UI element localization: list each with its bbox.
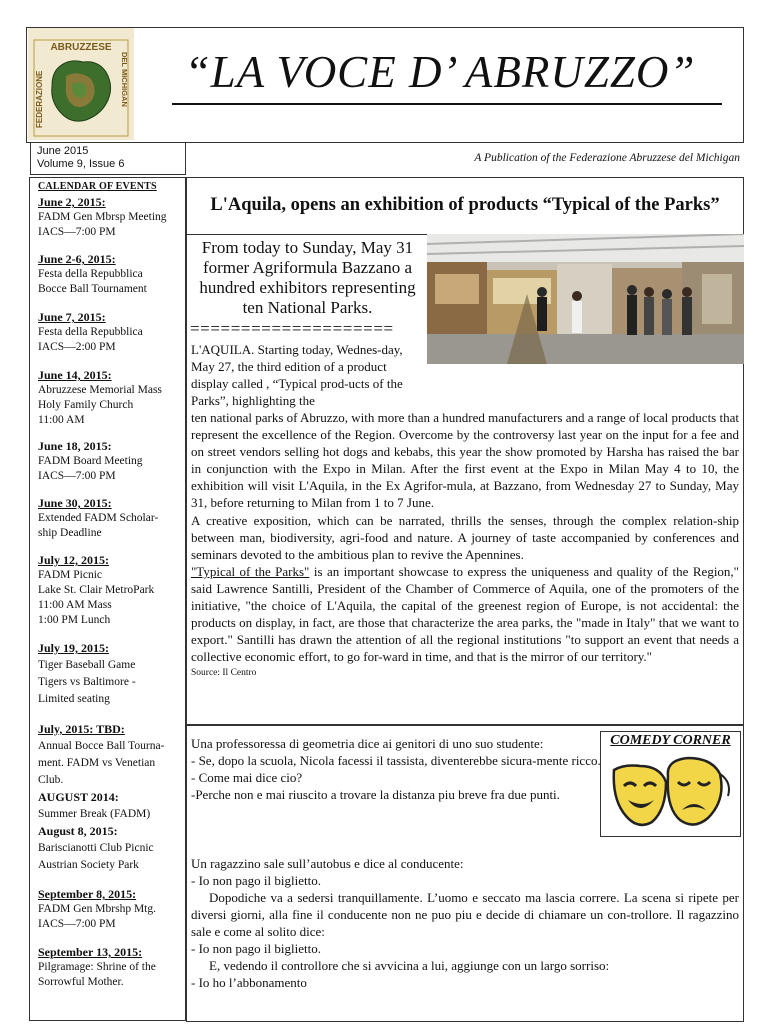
event-date: September 13, 2015: <box>38 945 143 959</box>
svg-text:DEL MICHIGAN: DEL MICHIGAN <box>120 52 129 107</box>
joke-line: - Se, dopo la scuola, Nicola facessi il tassista, diventerebbe sicura-mente ricco. <box>191 753 601 768</box>
calendar-event <box>38 310 183 355</box>
event-line: 1:00 PM Lunch <box>38 614 111 626</box>
event-date: June 7, 2015: <box>38 310 106 324</box>
joke-line: E, vedendo il controllore che si avvicina a lui, aggiunge con un largo sorriso: <box>209 958 610 973</box>
article-headline: L'Aquila, opens an exhibition of products “Typical of the Parks” <box>210 195 720 215</box>
article-source: Source: Il Centro <box>191 668 257 679</box>
event-line: Festa della Repubblica <box>38 268 143 280</box>
joke-line: Un ragazzino sale sull’autobus e dice al conducente: <box>191 856 464 871</box>
event-date: June 2, 2015: <box>38 195 106 209</box>
joke-line: - Io non pago il biglietto. <box>191 941 321 956</box>
article-intro: L'AQUILA. Starting today, Wednes-day, May 27, the third edition of a product display called , “Typical prod-ucts of the Parks”, highlighting the <box>191 342 403 408</box>
svg-text:ABRUZZESE: ABRUZZESE <box>50 42 112 53</box>
calendar-event <box>38 195 183 240</box>
event-line: ship Deadline <box>38 527 102 539</box>
event-line: IACS—7:00 PM <box>38 470 116 482</box>
article-divider: ==================== <box>190 319 394 338</box>
article-body <box>191 409 739 683</box>
event-line: Pilgramage: Shrine of the <box>38 961 156 973</box>
calendar-list <box>38 179 183 990</box>
event-line: ment. FADM vs Venetian <box>38 757 156 769</box>
theater-masks-icon <box>608 752 736 834</box>
event-line: FADM Board Meeting <box>38 455 143 467</box>
event-line: Tiger Baseball Game <box>38 659 136 671</box>
article-lead: From today to Sunday, May 31 former Agriformula Bazzano a hundred exhibitors representing ten National Parks. <box>199 238 416 317</box>
calendar-event <box>38 823 183 874</box>
event-line: IACS—7:00 PM <box>38 918 116 930</box>
event-date: AUGUST 2014: <box>38 790 119 804</box>
event-line: 11:00 AM Mass <box>38 599 112 611</box>
joke-line: - Io non pago il biglietto. <box>191 873 321 888</box>
event-line: FADM Gen Mbrshp Mtg. <box>38 903 156 915</box>
event-line: Holy Family Church <box>38 399 134 411</box>
event-line: Bariscianotti Club Picnic <box>38 842 154 854</box>
event-date: June 2-6, 2015: <box>38 252 116 266</box>
newsletter-title: “LA VOCE D’ ABRUZZO” <box>184 47 696 97</box>
joke-line: Una professoressa di geometria dice ai genitori di uno suo studente: <box>191 736 544 751</box>
event-line: Sorrowful Mother. <box>38 976 124 988</box>
issue-date: June 2015 <box>37 145 89 157</box>
event-date: June 30, 2015: <box>38 496 112 510</box>
event-line: FADM Gen Mbrsp Meeting <box>38 211 167 223</box>
event-date: August 8, 2015: <box>38 824 118 838</box>
publication-line: A Publication of the Federazione Abruzzese del Michigan <box>474 152 740 164</box>
joke-line: -Perche non e mai riuscito a trovare la distanza piu breve fra due punti. <box>191 787 560 802</box>
article-paragraph: ten national parks of Abruzzo, with more than a hundred manufacturers and a range of local products that represent the excellence of the Region. Overcome by the controversy last year on the input for a fee and on street vendors selling hot dogs and kebabs, this year the show promoted by Harsha has raised the bar in conjunction with the Expo in Milan. After the first event at the Expo in Milan May 4 to 10, the exhibition will visit L'Aquila, in the Ex Agrifor-mula, at Bazzano, from Wednesday 27 to Sunday, May 31, before returning to Milan from 1 to 7 June. <box>191 410 739 511</box>
event-line: Bocce Ball Tournament <box>38 283 147 295</box>
calendar-event <box>38 368 183 428</box>
calendar-event <box>38 553 183 628</box>
event-line: Extended FADM Scholar- <box>38 512 159 524</box>
event-date: July 19, 2015: <box>38 641 110 655</box>
issue-info <box>30 143 186 175</box>
event-line: Tigers vs Baltimore - <box>38 676 136 688</box>
event-line: Summer Break (FADM) <box>38 808 151 820</box>
joke-line: Dopodiche va a sedersi tranquillamente. L’uomo e seccato ma lascia correre. La scena si ripete per diversi giorni, alla fine il conducente non ne puo piu e decide di chiamare un con-trollore. Il ragazzino sale e come al solito dice: <box>191 890 739 939</box>
calendar-event <box>38 496 183 541</box>
event-line: 11:00 AM <box>38 414 85 426</box>
event-line: Abruzzese Memorial Mass <box>38 384 162 396</box>
calendar-event <box>38 640 183 708</box>
event-line: Festa della Repubblica <box>38 326 143 338</box>
event-line: IACS—7:00 PM <box>38 226 116 238</box>
event-line: Annual Bocce Ball Tourna- <box>38 740 165 752</box>
calendar-title: CALENDAR OF EVENTS <box>38 181 157 192</box>
event-line: Club. <box>38 774 64 786</box>
calendar-event <box>38 439 183 484</box>
svg-text:FEDERAZIONE: FEDERAZIONE <box>35 70 44 128</box>
federation-logo <box>28 28 134 140</box>
article-paragraph <box>191 563 739 666</box>
issue-volume: Volume 9, Issue 6 <box>37 158 125 170</box>
calendar-event <box>38 945 183 990</box>
event-line: Lake St. Clair MetroPark <box>38 584 155 596</box>
calendar-event <box>38 252 183 297</box>
calendar-event <box>38 789 183 823</box>
event-line: FADM Picnic <box>38 569 102 581</box>
event-date: June 18, 2015: <box>38 439 112 453</box>
article-paragraph: A creative exposition, which can be narrated, thrills the senses, through the complex relation-ship between man, biodiversity, agri-food and nature. A journey of taste accompanied by conferences and seminars devoted to the ambitious plan to revive the Apennines. <box>191 512 739 562</box>
joke-line: - Come mai dice cio? <box>191 770 303 785</box>
paragraph-text: is an important showcase to express the uniqueness and quality of the Region," said Lawrence Santilli, President of the Chamber of Commerce of Aquila, one of the promoters of the initiative, "the choice of L'Aquila, the capital of the greenest region of Europe, is not accidental: the products on display, in fact, are those that characterize the area parks, the "made in Italy" that we want to export." Santilli has drawn the attention of all the regional institutions "to support an event that needs a collective economic effort, to go for-ward in time, and that is the mirror of our territory." <box>191 563 739 665</box>
quoted-title: "Typical of the Parks" <box>191 563 310 579</box>
event-line: IACS—2:00 PM <box>38 341 116 353</box>
event-date: June 14, 2015: <box>38 368 112 382</box>
exhibition-photo <box>427 234 744 364</box>
event-line: Limited seating <box>38 693 110 705</box>
joke-one <box>191 735 601 803</box>
joke-line: - Io ho l’abbonamento <box>191 975 307 990</box>
joke-two <box>191 855 739 991</box>
event-date: September 8, 2015: <box>38 887 137 901</box>
comedy-title: COMEDY CORNER <box>610 733 731 748</box>
event-date: July, 2015: TBD: <box>38 722 125 736</box>
calendar-event <box>38 887 183 932</box>
title-underline <box>172 103 722 105</box>
event-date: July 12, 2015: <box>38 553 110 567</box>
event-line: Austrian Society Park <box>38 859 139 871</box>
calendar-event <box>38 721 183 789</box>
